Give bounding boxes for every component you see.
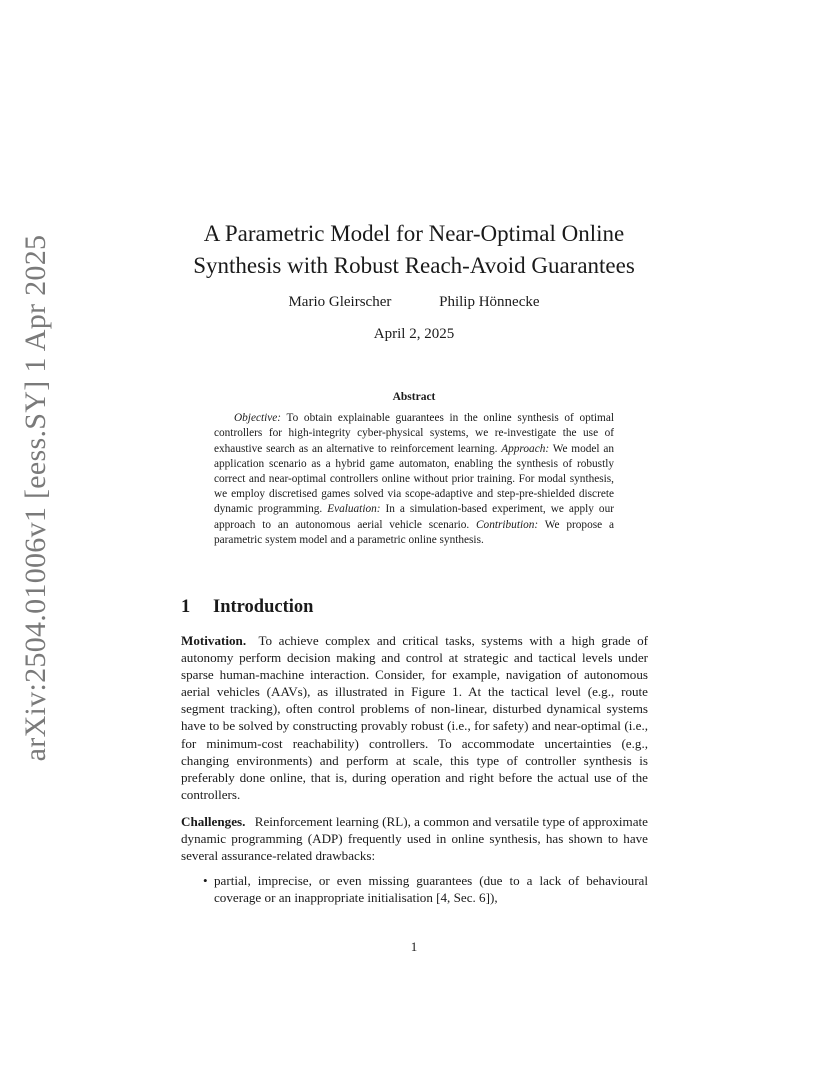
author-name: Mario Gleirscher: [288, 294, 392, 310]
title-line-2: Synthesis with Robust Reach-Avoid Guarantees: [193, 253, 635, 278]
approach-text: We model an application scenario as a hybrid game automaton, enabling the synthesis of robustly correct and near-optimal controllers online without prior training. For modal synthesis, we employ discretised games solved via scope-adaptive and step-pre-shielded discrete dynamic programming.: [214, 442, 614, 516]
approach-label: Approach:: [501, 442, 550, 455]
paragraph-text: To achieve complex and critical tasks, systems with a high grade of autonomy perform decision making and control at strategic and tactical levels under sparse human-machine interaction. Consider, for example, navigation of autonomous aerial vehicles (AAVs), as illustrated in Figure 1. At the tactical level (e.g., route segment tracking), often control problems of non-linear, disturbed dynamical systems have to be solved by constructing provably robust (i.e., for safety) and near-optimal (i.e., for minimum-cost reachability) controllers. To accommodate uncertainties (e.g., changing environments) and perform at scale, this type of controller synthesis is preferably done online, that is, during operation and right before the actual use of the controllers.: [181, 633, 648, 802]
contribution-text: We propose a parametric system model and a parametric online synthesis.: [214, 518, 614, 546]
paragraph-challenges: [181, 813, 648, 864]
paragraph-label: Challenges.: [181, 814, 246, 829]
author-name: Philip Hönnecke: [439, 294, 540, 310]
paragraph-text: Reinforcement learning (RL), a common and versatile type of approximate dynamic programming (ADP) frequently used in online synthesis, has shown to have several assurance-related drawbacks:: [181, 814, 648, 864]
contribution-label: Contribution:: [476, 518, 539, 531]
title-line-1: A Parametric Model for Near-Optimal Online: [203, 221, 625, 246]
author-list: [150, 294, 678, 311]
publication-date: April 2, 2025: [373, 326, 455, 342]
paper-title: [150, 218, 678, 282]
arxiv-identifier-stamp: arXiv:2504.01006v1 [eess.SY] 1 Apr 2025: [19, 234, 52, 762]
evaluation-label: Evaluation:: [327, 503, 381, 516]
paragraph-label: Motivation.: [181, 633, 247, 648]
section-heading-introduction: [181, 597, 313, 618]
abstract: [214, 390, 614, 548]
section-number: 1: [181, 597, 191, 617]
objective-text: To obtain explainable guarantees in the online synthesis of optimal controllers for high-integrity cyber-physical systems, we re-investigate the use of exhaustive search as an alternative to reinforcement learning.: [214, 412, 614, 455]
section-title: Introduction: [213, 597, 314, 617]
list-item: [181, 872, 648, 906]
drawbacks-list: [181, 872, 648, 906]
paragraph-motivation: [181, 632, 648, 803]
bullet-icon: •: [203, 873, 208, 888]
objective-label: Objective:: [234, 412, 282, 425]
page-number: 1: [410, 939, 418, 954]
abstract-heading: Abstract: [392, 391, 436, 403]
list-item-text: partial, imprecise, or even missing guarantees (due to a lack of behavioural coverage or an inappropriate initialisation [4, Sec. 6]),: [214, 873, 648, 906]
abstract-body: [214, 411, 614, 548]
evaluation-text: In a simulation-based experiment, we apply our approach to an autonomous aerial vehicle scenario.: [214, 503, 614, 531]
